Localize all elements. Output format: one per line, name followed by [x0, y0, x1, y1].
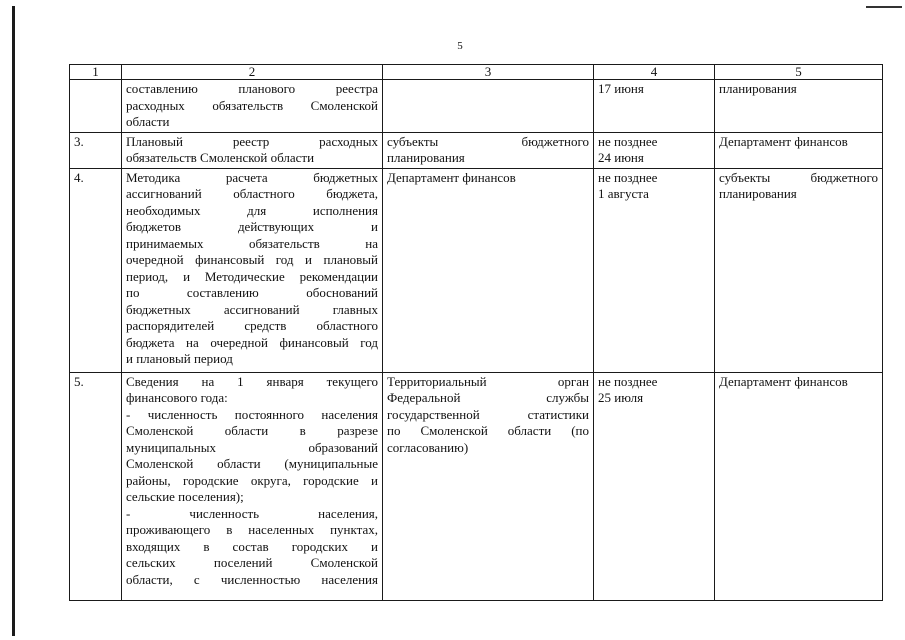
table-row — [70, 80, 883, 133]
header-cell: 1 — [70, 65, 122, 80]
table-header-row — [70, 65, 883, 80]
row-recipient: планирования — [715, 80, 883, 133]
header-cell: 3 — [383, 65, 594, 80]
budget-schedule-table — [69, 64, 883, 601]
row-description: Плановый реестр расходных обязательств Смоленской области — [122, 132, 383, 168]
row-deadline: не позднее 1 августа — [594, 168, 715, 372]
scan-mark — [866, 6, 902, 8]
row-number — [70, 80, 122, 133]
table-row — [70, 168, 883, 372]
row-description: Сведения на 1 января текущего финансового года: - численность постоянного населения Смоленской области в разрезе муниципальных образований Смоленской области (муниципальные районы, городские округа, городские и сельские поселения); - численность населения, проживающего в населенных пунктах, входящих в состав городских и сельских поселений Смоленской области, с численностью населения — [122, 372, 383, 600]
header-cell: 2 — [122, 65, 383, 80]
row-responsible — [383, 80, 594, 133]
row-number: 3. — [70, 132, 122, 168]
row-deadline: не позднее 25 июля — [594, 372, 715, 600]
header-cell: 5 — [715, 65, 883, 80]
header-cell: 4 — [594, 65, 715, 80]
row-number: 5. — [70, 372, 122, 600]
page-left-edge — [12, 6, 15, 636]
row-responsible: Территориальный орган Федеральной службы государственной статистики по Смоленской области (по согласованию) — [383, 372, 594, 600]
row-deadline: не позднее 24 июня — [594, 132, 715, 168]
row-responsible: субъекты бюджетного планирования — [383, 132, 594, 168]
row-recipient: Департамент финансов — [715, 372, 883, 600]
row-number: 4. — [70, 168, 122, 372]
table-row — [70, 372, 883, 600]
row-description: Методика расчета бюджетных ассигнований областного бюджета, необходимых для исполнения бюджетов действующих и принимаемых обязательств на очередной финансовый год и плановый период, и Методические рекомендации по составлению обоснований бюджетных ассигнований главных распорядителей средств областного бюджета на очередной финансовый год и плановый период — [122, 168, 383, 372]
table-row — [70, 132, 883, 168]
row-description: составлению планового реестра расходных обязательств Смоленской области — [122, 80, 383, 133]
row-recipient: субъекты бюджетного планирования — [715, 168, 883, 372]
row-deadline: 17 июня — [594, 80, 715, 133]
row-recipient: Департамент финансов — [715, 132, 883, 168]
page-number: 5 — [457, 40, 463, 52]
row-responsible: Департамент финансов — [383, 168, 594, 372]
